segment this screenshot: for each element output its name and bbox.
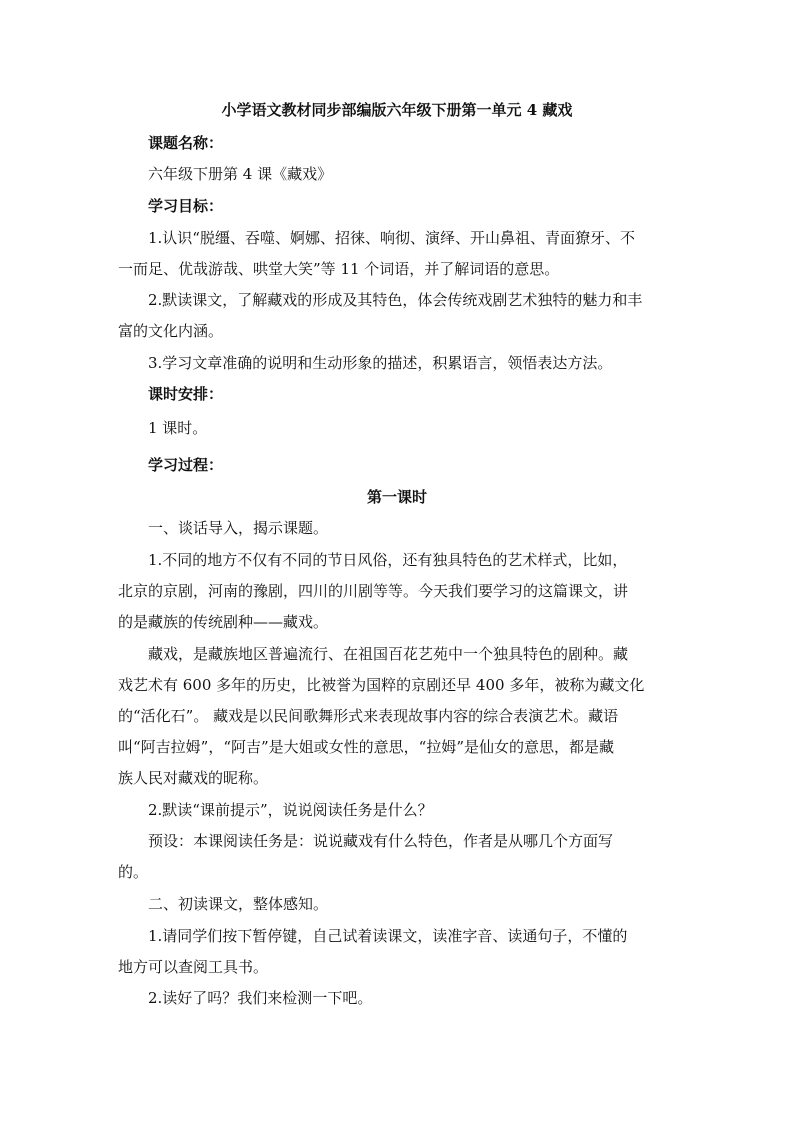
goal-1-line-2: 一而足、优哉游哉、哄堂大笑”等 11 个词语，并了解词语的意思。 bbox=[118, 260, 560, 278]
paragraph-5-line-2: 地方可以查阅工具书。 bbox=[118, 958, 269, 976]
paragraph-3: 2.默读“课前提示”，说说阅读任务是什么？ bbox=[148, 801, 433, 819]
paragraph-4-line-1: 预设：本课阅读任务是：说说藏戏有什么特色，作者是从哪几个方面写 bbox=[148, 832, 614, 850]
paragraph-2-line-3: 的“活化石”。 藏戏是以民间歌舞形式来表现故事内容的综合表演艺术。藏语 bbox=[118, 707, 619, 725]
paragraph-2-line-1: 藏戏，是藏族地区普遍流行、在祖国百花艺苑中一个独具特色的剧种。藏 bbox=[148, 645, 629, 663]
heading-learning-goals: 学习目标： bbox=[148, 197, 224, 215]
paragraph-4-line-2: 的。 bbox=[118, 863, 149, 881]
heading-schedule: 课时安排： bbox=[148, 385, 224, 403]
paragraph-1-line-3: 的是藏族的传统剧种——藏戏。 bbox=[118, 613, 329, 631]
course-name-text: 六年级下册第 4 课《藏戏》 bbox=[148, 165, 333, 183]
heading-course-name: 课题名称： bbox=[148, 134, 224, 152]
paragraph-5-line-1: 1.请同学们按下暂停键，自己试着读课文，读准字音、读通句子，不懂的 bbox=[148, 927, 628, 945]
schedule-text: 1 课时。 bbox=[148, 419, 208, 437]
section-1-heading: 一、谈话导入，揭示课题。 bbox=[148, 519, 329, 537]
heading-learning-process: 学习过程： bbox=[148, 456, 224, 474]
paragraph-2-line-5: 族人民对藏戏的昵称。 bbox=[118, 769, 269, 787]
paragraph-2-line-2: 戏艺术有 600 多年的历史，比被誉为国粹的京剧还早 400 多年，被称为藏文化 bbox=[118, 676, 645, 694]
goal-1-line-1: 1.认识“脱缰、吞噬、婀娜、招徕、响彻、演绎、开山鼻祖、青面獠牙、不 bbox=[148, 229, 635, 247]
paragraph-1-line-1: 1.不同的地方不仅有不同的节日风俗，还有独具特色的艺术样式，比如， bbox=[148, 551, 628, 569]
paragraph-1-line-2: 北京的京剧，河南的豫剧，四川的川剧等等。今天我们要学习的这篇课文，讲 bbox=[118, 582, 629, 600]
paragraph-2-line-4: 叫“阿吉拉姆”，“阿吉”是大姐或女性的意思，“拉姆”是仙女的意思，都是藏 bbox=[118, 738, 615, 756]
document-title: 小学语文教材同步部编版六年级下册第一单元 4 藏戏 bbox=[221, 101, 573, 119]
paragraph-6: 2.读好了吗？我们来检测一下吧。 bbox=[148, 989, 373, 1007]
goal-2-line-2: 富的文化内涵。 bbox=[118, 322, 224, 340]
section-2-heading: 二、初读课文，整体感知。 bbox=[148, 895, 329, 913]
goal-3: 3.学习文章准确的说明和生动形象的描述，积累语言，领悟表达方法。 bbox=[148, 354, 613, 372]
lesson-heading: 第一课时 bbox=[366, 488, 427, 506]
goal-2-line-1: 2.默读课文，了解藏戏的形成及其特色，体会传统戏剧艺术独特的魅力和丰 bbox=[148, 291, 643, 309]
